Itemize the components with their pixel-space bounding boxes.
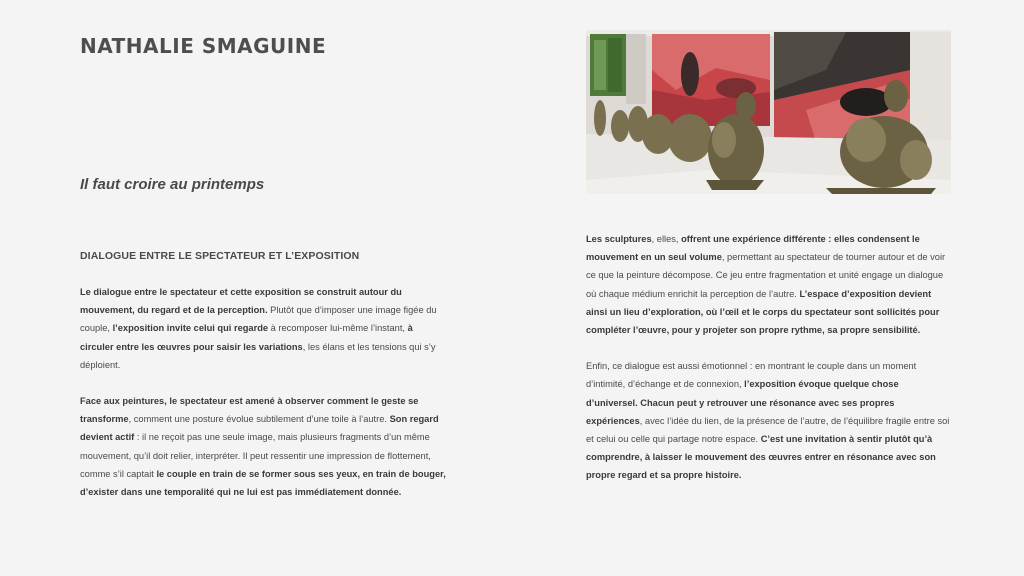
bold-text-run: Les sculptures: [586, 234, 652, 244]
bold-text-run: C’est une invitation à sentir plutôt qu’à comprendre, à laisser le mouvement des œuvres entrer en résonance avec son propre regard et sa propre histoire.: [586, 434, 936, 481]
bold-text-run: Face aux peintures, le spectateur est amené à observer comment le geste se transforme: [80, 396, 419, 425]
page-title: NATHALIE SMAGUINE: [80, 34, 327, 58]
paragraph: [80, 392, 446, 501]
text-run: , les élans et les tensions qui s’y déploient.: [80, 341, 436, 370]
bold-text-run: L’espace d’exposition devient ainsi un lieu d’exploration, où l’œil et le corps du spectateur sont sollicités pour compléter l’œuvre, pour y projeter son propre rythme, sa propre sensibilité.: [586, 288, 940, 336]
text-run: , comment une posture évolue subtilement d’une toile à l’autre.: [128, 414, 390, 425]
text-run: , permettant au spectateur de tourner autour et de voir ce que la peinture décompose. Ce jeu entre fragmentation et unité engage un dialogue où chaque médium enrichit la perception de l’autre.: [586, 252, 946, 299]
left-text-column: [80, 283, 446, 501]
bold-text-run: à circuler entre les œuvres pour saisir les variations: [80, 323, 413, 352]
text-run: , elles,: [651, 234, 682, 244]
right-text-column: [586, 230, 952, 485]
bold-text-run: offrent une expérience différente : elles condensent le mouvement en un seul volume: [586, 234, 920, 263]
bold-text-run: le couple en train de se former sous ses yeux, en train de bouger, d’exister dans une temporalité qui ne lui est pas immédiatement donnée.: [80, 468, 446, 498]
bold-text-run: Son regard devient actif: [80, 414, 439, 443]
paragraph: [80, 283, 446, 374]
bold-text-run: l’exposition invite celui qui regarde: [112, 323, 269, 334]
bold-text-run: Le dialogue entre le spectateur et cette exposition se construit autour du mouvement, du regard et de la perception.: [80, 287, 402, 316]
gallery-sculptures-image: [586, 30, 951, 194]
text-run: à recomposer lui-même l’instant,: [268, 323, 408, 334]
text-run: : il ne reçoit pas une seule image, mais plusieurs fragments d’un même mouvement, qu’il doit relier, interpréter. Il peut ressentir une impression de flottement, comme s’il captait: [80, 432, 431, 479]
paragraph: [586, 230, 952, 339]
text-run: Enfin, ce dialogue est aussi émotionnel : en montrant le couple dans un moment d’intimité, d’échange et de connexion,: [586, 361, 917, 390]
exhibition-subtitle: Il faut croire au printemps: [80, 176, 265, 193]
text-run: , avec l’idée du lien, de la présence de l’autre, de l’équilibre fragile entre soi et celui ou celle qui partage notre espace.: [586, 415, 950, 445]
paragraph: [586, 357, 952, 484]
section-heading: DIALOGUE ENTRE LE SPECTATEUR ET L’EXPOSITION: [80, 250, 360, 262]
bold-text-run: l’exposition évoque quelque chose d’universel. Chacun peut y retrouver une résonance avec ses propres expériences: [586, 379, 899, 426]
text-run: Plutôt que d’imposer une image figée du couple,: [80, 305, 437, 334]
exhibition-photo: [586, 30, 951, 194]
